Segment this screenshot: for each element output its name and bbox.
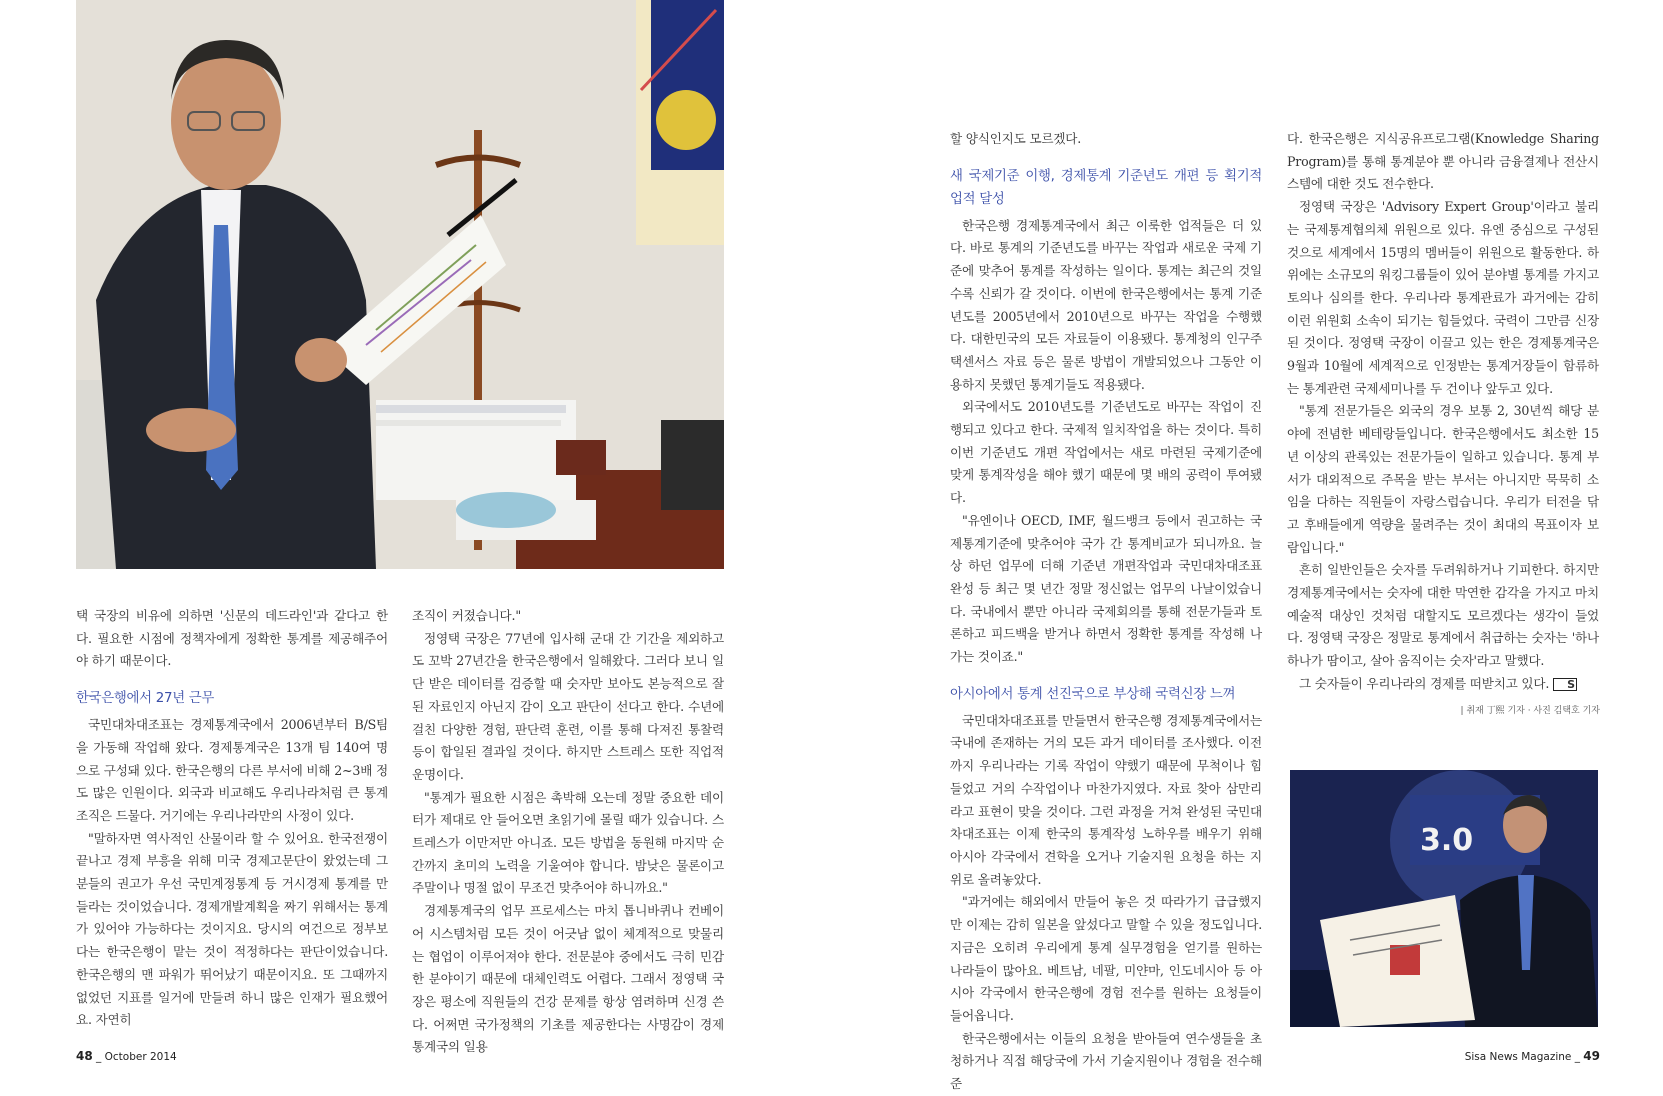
end-mark-icon: S xyxy=(1553,678,1577,691)
col3-paragraph-4: 국민대차대조표를 만들면서 한국은행 경제통계국에서는 국내에 존재하는 거의 모든 과거 데이터를 조사했다. 이전까지 우리나라는 기록 작업이 약했기 때문에 무척이나 힘들었고 거의 수작업이나 마찬가지였다. 자료 찾아 삼만리라고 표현이 맞을 것이다. 그런 과정을 거쳐 완성된 국민대차대조표는 이제 한국의 통계작성 노하우를 배우기 위해 아시아 각국에서 견학을 오거나 기술지원 요청을 하는 지위로 올려놓았다. xyxy=(950,712,1262,887)
award-illustration xyxy=(1290,770,1598,1027)
footer-right xyxy=(1458,1049,1600,1063)
footer-separator-right: _ xyxy=(1574,1051,1584,1063)
right-column-1 xyxy=(950,128,1262,1096)
svg-text:3.0: 3.0 xyxy=(1420,823,1474,858)
footer-left xyxy=(76,1049,177,1063)
col4-paragraph-1: 정영택 국장은 'Advisory Expert Group'이라고 불리는 국제통계협의체 위원으로 있다. 유엔 중심으로 구성된 것으로 세계에서 15명의 멤버들이 위원으로 활동한다. 하위에는 소규모의 워킹그룹들이 있어 분야별 통계를 가지고 토의나 심의를 한다. 우리나라 통계관료가 과거에는 감히 이런 위원회 소속이 되기는 힘들었다. 국력이 그만큼 신장된 것이다. 정영택 국장이 이끌고 있는 한은 경제통계국은 9월과 10월에 세계적으로 인정받는 통계거장들이 함류하는 통계관련 국제세미나를 두 건이나 앞두고 있다. xyxy=(1287,199,1599,396)
col2-paragraph-1: 조직이 커졌습니다." xyxy=(412,608,521,623)
left-column-1 xyxy=(76,605,388,1032)
col3-paragraph-6: 한국은행에서는 이들의 요청을 받아들여 연수생들을 초청하거나 직접 해당국에 가서 기술지원이나 경험을 전수해 준 xyxy=(950,1030,1262,1092)
section-heading-new-standard: 새 국제기준 이행, 경제통계 기준년도 개편 등 획기적 업적 달성 xyxy=(950,168,1262,207)
col3-paragraph-3: "유엔이나 OECD, IMF, 월드뱅크 등에서 권고하는 국제통계기준에 맞추어야 국가 간 통계비교가 되니까요. 늘상 하던 업무에 더해 기준년 개편작업과 국민대차대조표 완성 등 최근 몇 년간 정말 정신없는 업무의 나날이었습니다. 국내에서 뿐만 아니라 국제회의를 통해 전문가들과 토론하고 피드백을 받거나 하면서 정확한 통계를 작성해 나가는 것이죠." xyxy=(950,512,1262,665)
col3-paragraph-5: "과거에는 해외에서 만들어 놓은 것 따라가기 급급했지만 이제는 감히 일본을 앞섰다고 말할 수 있을 정도입니다. 지금은 오히려 우리에게 통계 실무경험을 얻기를 원하는 나라들이 많아요. 베트남, 네팔, 미얀마, 인도네시아 등 아시아 각국에서 한국은행에 경험 전수를 원하는 요청들이 들어옵니다. xyxy=(950,894,1262,1023)
col4-paragraph-4 xyxy=(1287,673,1599,696)
col2-paragraph-3: "통계가 필요한 시점은 촉박해 오는데 정말 중요한 데이터가 제대로 안 들어오면 초읽기에 몰릴 때가 있습니다. 스트레스가 이만저만 아니죠. 모든 방법을 동원해 마지막 순간까지 초미의 노력을 기울여야 합니다. 밤낮은 물론이고 주말이나 명절 없이 무조건 맞추어야 하니까요." xyxy=(412,789,724,896)
col3-paragraph-1: 한국은행 경제통계국에서 최근 이룩한 업적들은 더 있다. 바로 통계의 기준년도를 바꾸는 작업과 새로운 국제 기준에 맞추어 통계를 작성하는 일이다. 통계는 최근의 것일수록 신뢰가 갈 것이다. 이번에 한국은행에서는 통계 기준년도를 2005년에서 2010년으로 바꾸는 작업을 수행했다. 대한민국의 모든 자료들이 이용됐다. 통계청의 인구주택센서스 자료 등은 물론 방법이 개발되었으나 그동안 이용하지 못했던 통계기들도 적용됐다. xyxy=(950,217,1262,392)
award-photo xyxy=(1290,770,1598,1027)
col1-intro: 택 국장의 비유에 의하면 '신문의 데드라인'과 같다고 한다. 필요한 시점에 정책자에게 정확한 통계를 제공해주어야 하기 때문이다. xyxy=(76,608,388,669)
col1-paragraph-1: 국민대차대조표는 경제통계국에서 2006년부터 B/S팀을 가동해 작업해 왔다. 경제통계국은 13개 팀 140여 명으로 구성돼 있다. 한국은행의 다른 부서에 비해 2~3배 정도 많은 인원이다. 외국과 비교해도 우리나라처럼 큰 통계조직은 드물다. 거기에는 우리나라만의 사정이 있다. xyxy=(76,717,388,823)
col4-paragraph-2: "통계 전문가들은 외국의 경우 보통 2, 30년씩 해당 분야에 전념한 베테랑들입니다. 한국은행에서도 최소한 15년 이상의 관록있는 전문가들이 일하고 있습니다. 통계 부서가 대외적으로 주목을 받는 부서는 아니지만 묵묵히 소임을 다하는 직원들이 자랑스럽습니다. 우리가 터전을 닦고 후배들에게 역량을 물려주는 것이 최대의 목표이자 보람입니다." xyxy=(1287,403,1599,555)
section-heading-27-years: 한국은행에서 27년 근무 xyxy=(76,691,215,707)
page-number-left: 48 xyxy=(76,1049,93,1063)
col4-paragraph-3: 흔히 일반인들은 숫자를 두려워하거나 기피한다. 하지만 경제통계국에서는 숫자에 대한 막연한 감각을 가지고 마치 예술적 대상인 것처럼 대할지도 모르겠다는 생각이 들었다. 정영택 국장은 정말로 통계에서 취급하는 숫자는 '하나하나가 땀이고, 살아 움직이는 숫자'라고 말했다. xyxy=(1287,562,1599,669)
closing-sentence: 그 숫자들이 우리나라의 경제를 떠받치고 있다. xyxy=(1299,675,1550,691)
magazine-name: Sisa News Magazine xyxy=(1464,1051,1572,1063)
col1-paragraph-2: "말하자면 역사적인 산물이라 할 수 있어요. 한국전쟁이 끝나고 경제 부흥을 위해 미국 경제고문단이 왔었는데 그분들의 권고가 우선 국민계정통계 등 거시경제 통계를 만들라는 것이었습니다. 경제개발계획을 짜기 위해서는 통계가 있어야 가능하다는 것이지요. 당시의 여건으로 정부보다는 한국은행이 맡는 것이 적정하다는 판단이었습니다. 한국은행의 맨 파워가 뛰어났기 때문이지요. 또 그때까지 없었던 지표를 일거에 만들려 하니 많은 인재가 필요했어요. 자연히 xyxy=(76,830,388,1028)
col3-intro: 할 양식인지도 모르겠다. xyxy=(950,131,1082,146)
portrait-illustration xyxy=(76,0,724,569)
photo-credit: | 취재 丁熙 기자 · 사진 김택호 기자 xyxy=(1460,706,1600,716)
footer-separator-left: _ xyxy=(96,1051,105,1063)
right-column-2 xyxy=(1287,128,1599,696)
portrait-photo xyxy=(76,0,724,569)
col3-paragraph-2: 외국에서도 2010년도를 기준년도로 바꾸는 작업이 진행되고 있다고 한다. 국제적 일치작업을 하는 것이다. 특히 이번 기준년도 개편 작업에서는 새로 마련된 국제기준에 맞게 통계작성을 해야 했기 때문에 몇 배의 공력이 투여됐다. xyxy=(950,399,1262,506)
col4-intro: 다. 한국은행은 지식공유프로그램(Knowledge Sharing Program)를 통해 통계분야 뿐 아니라 금융결제나 전산시스템에 대한 것도 전수한다. xyxy=(1287,131,1599,192)
page-number-right: 49 xyxy=(1583,1049,1600,1063)
col2-paragraph-4: 경제통계국의 업무 프로세스는 마치 톱니바퀴나 컨베이어 시스템처럼 모든 것이 어긋남 없이 체계적으로 맞물리는 협업이 이루어져야 한다. 전문분야 중에서도 극히 민감한 분야이기 때문에 대체인력도 어렵다. 그래서 정영택 국장은 평소에 직원들의 건강 문제를 항상 염려하며 신경 쓴다. 어쩌면 국가정책의 기초를 제공한다는 사명감이 경제통계국의 일용 xyxy=(412,903,724,1055)
col2-paragraph-2: 정영택 국장은 77년에 입사해 군대 간 기간을 제외하고도 꼬박 27년간을 한국은행에서 일해왔다. 그러다 보니 일단 받은 데이터를 검증할 때 숫자만 보아도 본능적으로 잘된 자료인지 아닌지 감이 오고 판단이 선다고 한다. 수년에 걸친 다양한 경험, 판단력 훈련, 이를 통해 다져진 통찰력 등이 합일된 결과일 것이다. 하지만 스트레스 또한 직업적 운명이다. xyxy=(412,630,724,782)
issue-date: October 2014 xyxy=(104,1051,177,1063)
section-heading-asia: 아시아에서 통계 선진국으로 부상해 국력신장 느껴 xyxy=(950,686,1236,702)
left-column-2 xyxy=(412,605,724,1059)
